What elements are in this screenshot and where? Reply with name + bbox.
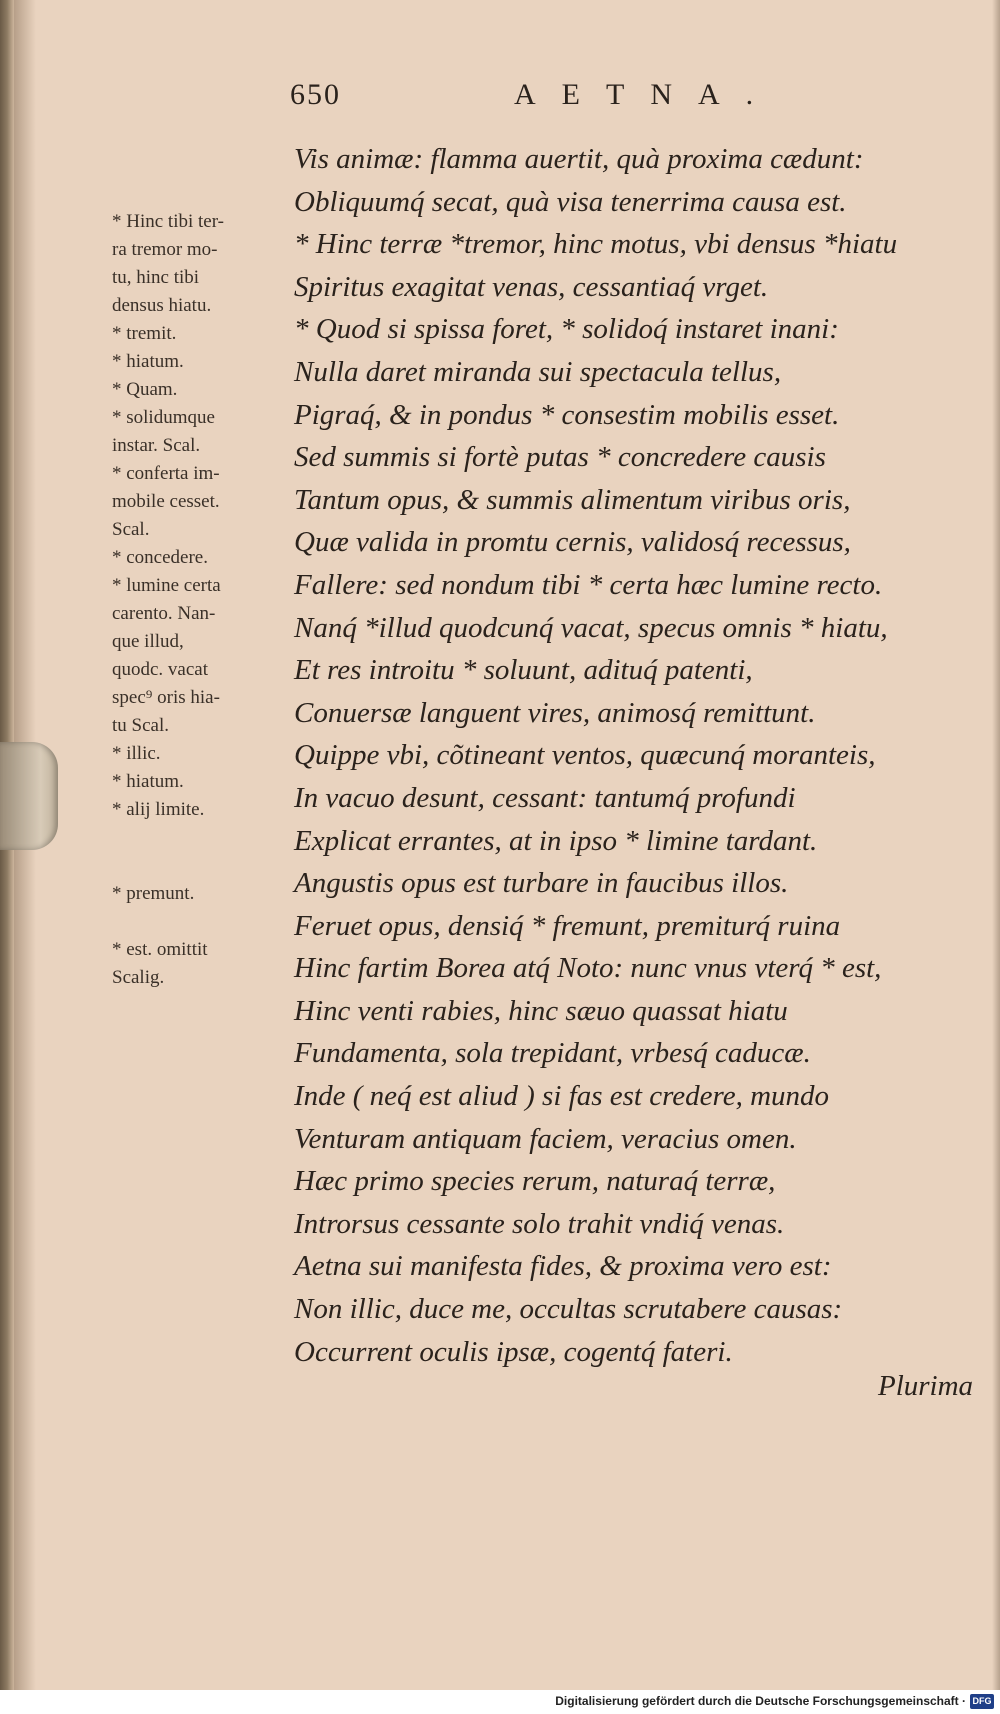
marginal-note-line xyxy=(112,824,292,852)
marginal-notes xyxy=(112,208,292,992)
marginal-note-line: instar. Scal. xyxy=(112,435,201,456)
marginal-note-line: * lumine certa xyxy=(112,575,221,596)
verse-block xyxy=(294,138,994,1373)
verse-line: Obliquumq́ secat, quà visa tenerrima causa est. xyxy=(294,185,847,218)
marginal-note-line: * alij limite. xyxy=(112,799,205,820)
marginal-note-line: * solidumque xyxy=(112,407,215,428)
verse-line: Introrsus cessante solo trahit vndiq́ venas. xyxy=(294,1207,785,1240)
marginal-note-line: Scal. xyxy=(112,519,150,540)
marginal-note-line: * tremit. xyxy=(112,323,177,344)
verse-line: Aetna sui manifesta fides, & proxima vero est: xyxy=(294,1250,832,1283)
verse-line: Fallere: sed nondum tibi * certa hæc lumine recto. xyxy=(294,568,883,601)
verse-line: Occurrent oculis ipsæ, cogentq́ fateri. xyxy=(294,1335,733,1368)
running-title: AETNA. xyxy=(514,78,780,111)
marginal-note-line: quodc. vacat xyxy=(112,659,209,680)
verse-line: Vis animæ: flamma auertit, quà proxima cædunt: xyxy=(294,143,864,175)
book-clasp xyxy=(0,742,58,850)
marginal-note-line: ra tremor mo- xyxy=(112,239,218,260)
dfg-logo-icon: DFG xyxy=(970,1694,994,1709)
verse-line: Tantum opus, & summis alimentum viribus oris, xyxy=(294,483,851,516)
verse-line: In vacuo desunt, cessant: tantumq́ profundi xyxy=(294,781,796,814)
verse-line: Quippe vbi, cõtineant ventos, quæcunq́ moranteis, xyxy=(294,739,876,772)
digitization-footer xyxy=(0,1690,1000,1714)
footer-credit: Digitalisierung gefördert durch die Deutsche Forschungsgemeinschaft · xyxy=(555,1694,966,1708)
catchword: Plurima xyxy=(878,1370,974,1402)
verse-line: Hinc fartim Borea atq́ Noto: nunc vnus vterq́ * est, xyxy=(294,952,882,985)
verse-line: Venturam antiquam faciem, veracius omen. xyxy=(294,1122,797,1155)
marginal-note-line: que illud, xyxy=(112,631,184,652)
verse-line: Sed summis si fortè putas * concredere causis xyxy=(294,441,826,474)
verse-line: Nanq́ *illud quodcunq́ vacat, specus omnis * hiatu, xyxy=(294,611,888,644)
marginal-note-line: * illic. xyxy=(112,743,161,764)
marginal-note-line: * premunt. xyxy=(112,883,195,904)
verse-line: Hæc primo species rerum, naturaq́ terræ, xyxy=(294,1165,776,1198)
verse-line: Inde ( neq́ est aliud ) si fas est credere, mundo xyxy=(294,1080,830,1113)
marginal-note-line: mobile cesset. xyxy=(112,491,220,512)
verse-line: Feruet opus, densiq́ * fremunt, premiturq́ ruina xyxy=(294,909,841,942)
marginal-note-line: * concedere. xyxy=(112,547,208,568)
marginal-note-line xyxy=(112,852,292,880)
marginal-note-line: * hiatum. xyxy=(112,771,184,792)
verse-line: Pigraq́, & in pondus * consestim mobilis esset. xyxy=(294,398,840,431)
marginal-note-line: * Hinc tibi ter- xyxy=(112,211,225,232)
marginal-note-line: tu, hinc tibi xyxy=(112,267,200,288)
marginal-note-line: * hiatum. xyxy=(112,351,184,372)
verse-line: * Quod si spissa foret, * solidoq́ instaret inani: xyxy=(294,313,839,346)
verse-line: Nulla daret miranda sui spectacula tellus, xyxy=(294,355,782,388)
verse-line: Et res introitu * soluunt, adituq́ patenti, xyxy=(294,654,753,687)
marginal-note-line: tu Scal. xyxy=(112,715,169,736)
marginal-note-line: * Quam. xyxy=(112,379,178,400)
verse-line: Spiritus exagitat venas, cessantiaq́ vrget. xyxy=(294,270,769,303)
page-header xyxy=(290,78,790,118)
verse-line: Fundamenta, sola trepidant, vrbesq́ caducæ. xyxy=(294,1037,811,1070)
verse-line: Conuersæ languent vires, animosq́ remittunt. xyxy=(294,696,816,729)
marginal-note-line: * est. omittit xyxy=(112,939,208,960)
page-number: 650 xyxy=(290,78,341,111)
marginal-note-line: Scalig. xyxy=(112,967,165,988)
verse-line: Quæ valida in promtu cernis, validosq́ recessus, xyxy=(294,526,851,559)
verse-line: Explicat errantes, at in ipso * limine tardant. xyxy=(294,824,818,857)
verse-line: Hinc venti rabies, hinc sæuo quassat hiatu xyxy=(294,994,788,1027)
marginal-note-line xyxy=(112,908,292,936)
marginal-note-line: spec⁹ oris hia- xyxy=(112,687,220,708)
verse-line: * Hinc terræ *tremor, hinc motus, vbi densus *hiatu xyxy=(294,228,898,261)
marginal-note-line: * conferta im- xyxy=(112,463,220,484)
marginal-note-line: densus hiatu. xyxy=(112,295,212,316)
verse-line: Angustis opus est turbare in faucibus illos. xyxy=(294,867,789,900)
marginal-note-line: carento. Nan- xyxy=(112,603,216,624)
verse-line: Non illic, duce me, occultas scrutabere causas: xyxy=(294,1293,843,1326)
